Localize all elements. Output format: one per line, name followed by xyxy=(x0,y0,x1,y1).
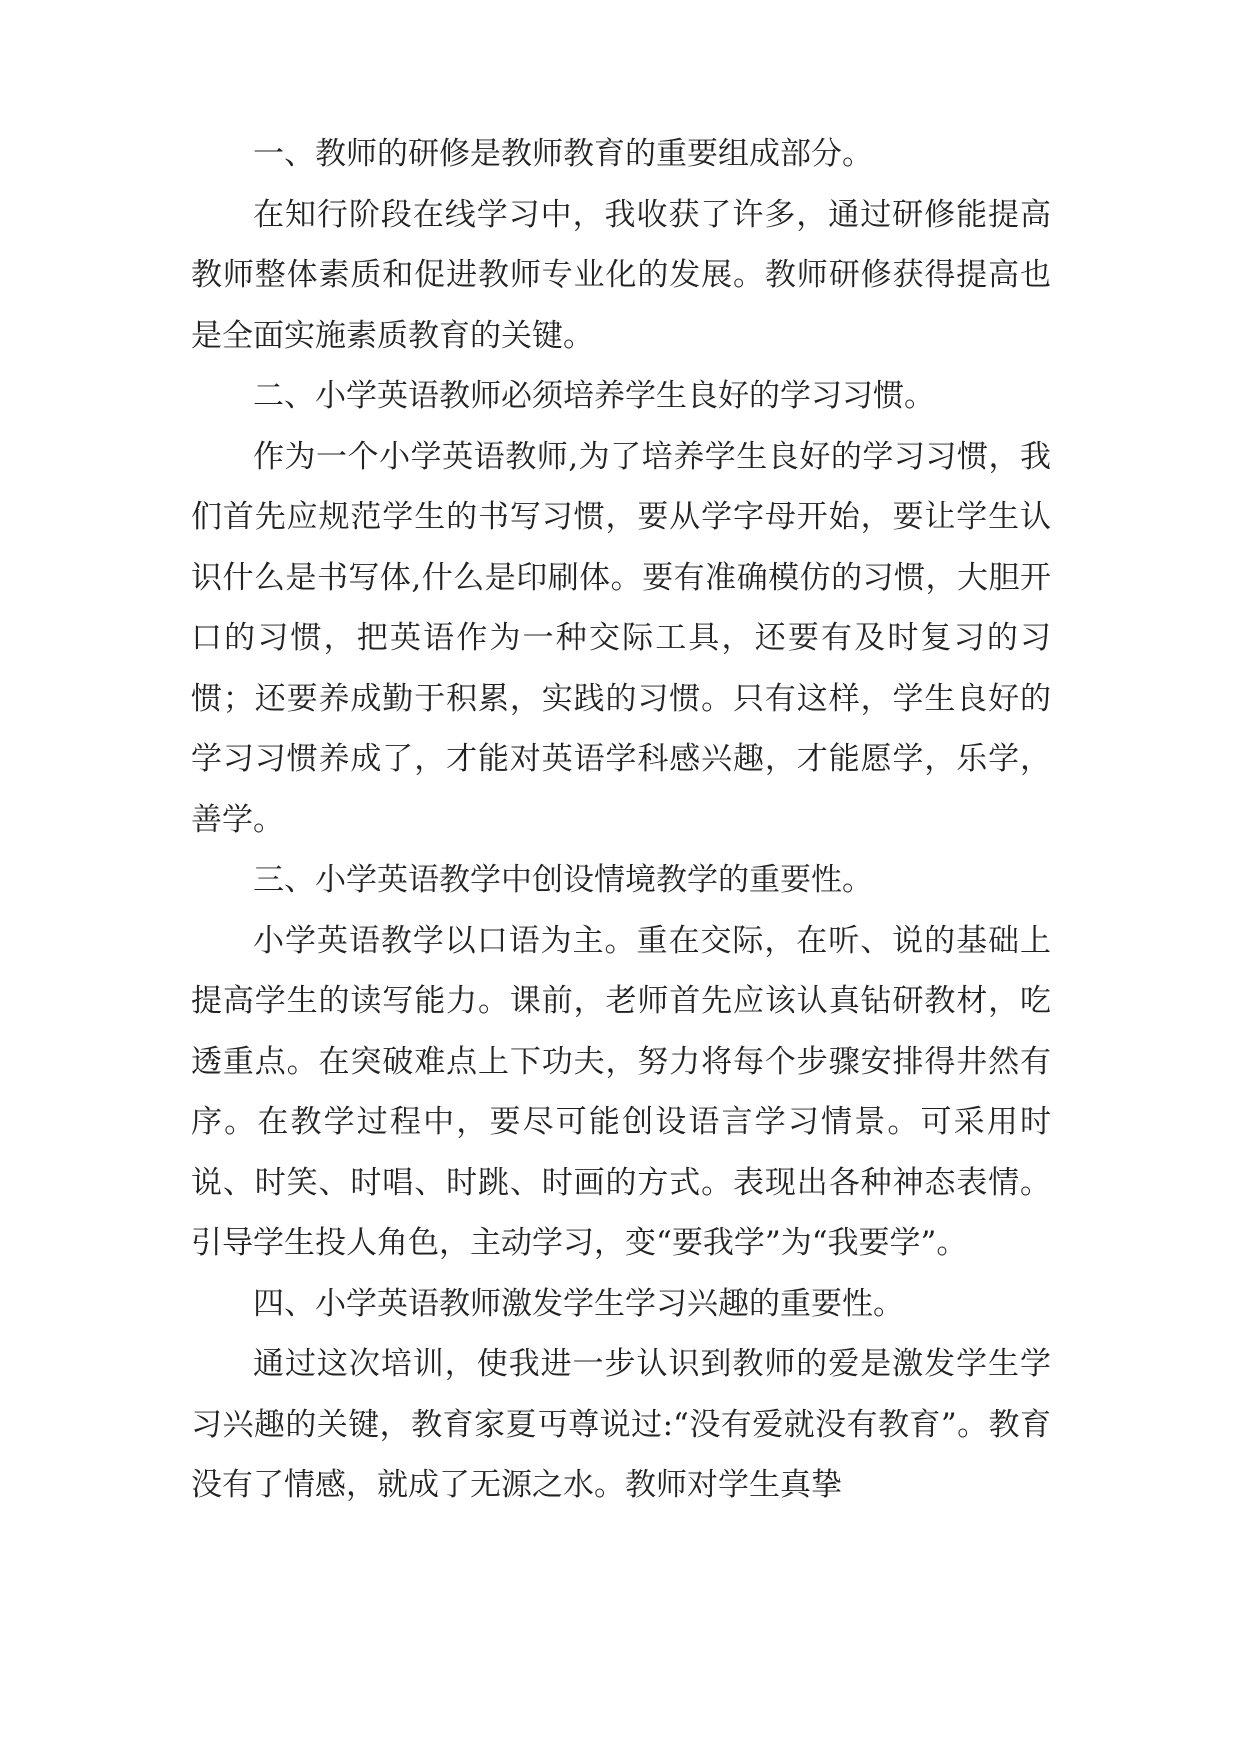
body-paragraph-1: 在知行阶段在线学习中，我收获了许多，通过研修能提高教师整体素质和促进教师专业化的发展。教师研修获得提高也是全面实施素质教育的关键。 xyxy=(191,196,1051,354)
section-heading-3: 三、小学英语教学中创设情境教学的重要性。 xyxy=(253,862,873,898)
body-paragraph-2: 作为一个小学英语教师,为了培养学生良好的学习习惯，我们首先应规范学生的书写习惯，要从学字母开始，要让学生认识什么是书写体,什么是印刷体。要有准确模仿的习惯，大胆开口的习惯，把英语作为一种交际工具，还要有及时复习的习惯；还要养成勤于积累，实践的习惯。只有这样，学生良好的学习习惯养成了，才能对英语学科感兴趣，才能愿学，乐学，善学。 xyxy=(191,438,1051,838)
section-heading-4: 四、小学英语教师激发学生学习兴趣的重要性。 xyxy=(253,1285,904,1322)
section-heading-1: 一、教师的研修是教师教育的重要组成部分。 xyxy=(253,136,873,172)
body-paragraph-3: 小学英语教学以口语为主。重在交际，在听、说的基础上提高学生的读写能力。课前，老师首先应该认真钻研教材，吃透重点。在突破难点上下功夫，努力将每个步骤安排得井然有序。在教学过程中，要尽可能创设语言学习情景。可采用时说、时笑、时唱、时跳、时画的方式。表现出各种神态表情。引导学生投人角色，主动学习，变“要我学”为“我要学”。 xyxy=(191,922,1051,1261)
body-paragraph-4: 通过这次培训，使我进一步认识到教师的爱是激发学生学习兴趣的关键，教育家夏丏尊说过:“没有爱就没有教育”。教育没有了情感，就成了无源之水。教师对学生真挚 xyxy=(191,1346,1051,1503)
section-heading-2: 二、小学英语教师必须培养学生良好的学习习惯。 xyxy=(253,378,935,414)
document-body xyxy=(191,124,1051,1516)
